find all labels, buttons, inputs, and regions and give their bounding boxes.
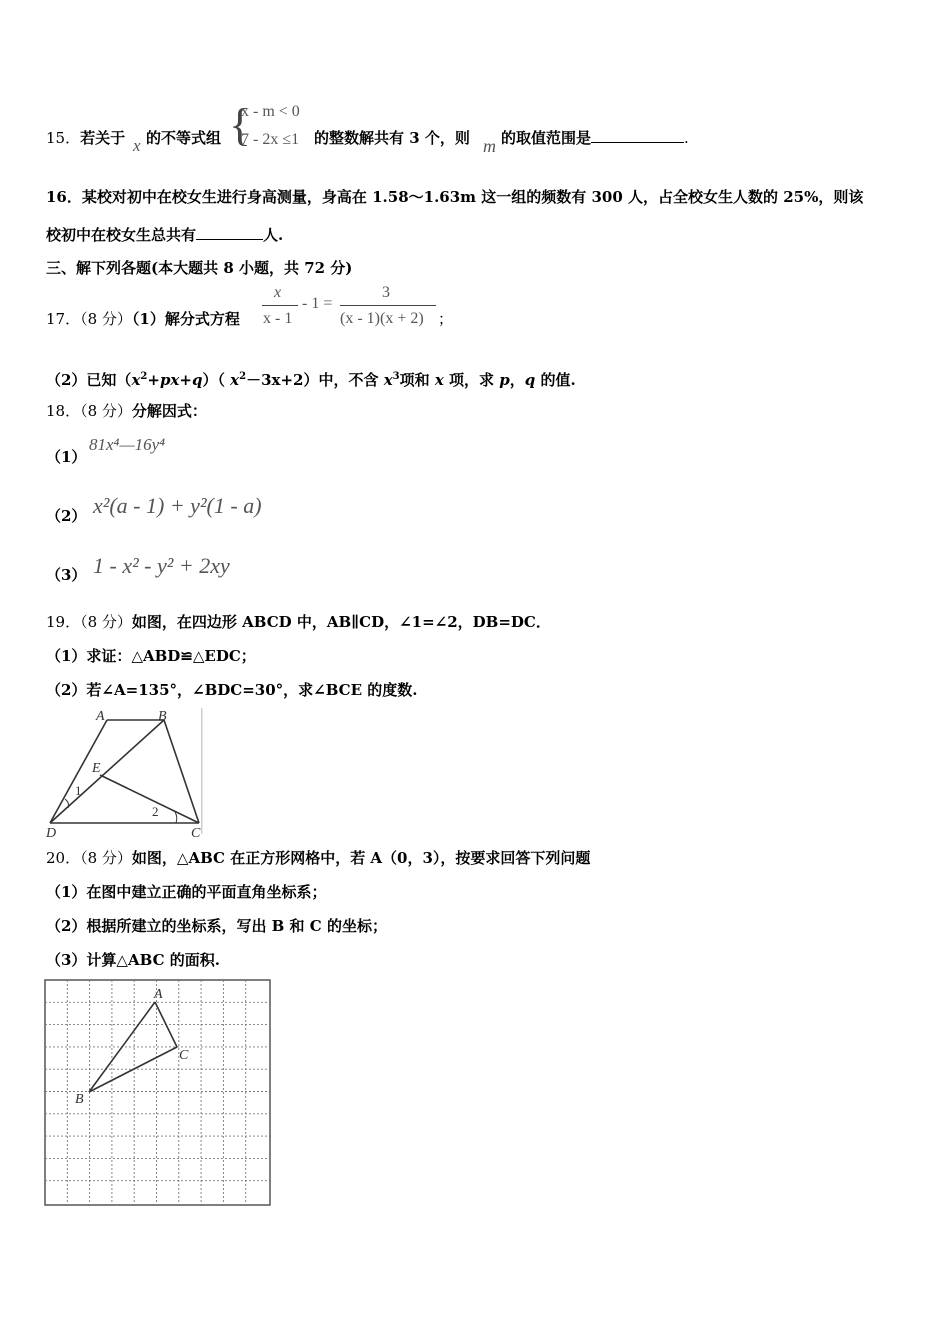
q20-score: （8 分） [80,849,132,867]
q18-p3-expr: 1 - x² - y² + 2xy [93,553,230,578]
q19-figure [44,706,209,840]
q19-segment-ec [100,775,199,823]
q15-end: . [684,129,689,147]
q16-line2-pre: 校初中在校女生总共有 [46,226,197,244]
q17-head [46,309,240,329]
q17-part2-exp2: 2 [239,371,247,382]
q20-head [46,848,590,868]
q18-p2-label: （2） [46,507,87,525]
q18-p1-expr: 81x⁴—16y⁴ [89,435,166,454]
q15-post2: 的取值范围是 [501,129,592,147]
q17-frac2-bar [340,305,436,306]
q19-label-b: B [158,709,167,724]
q15-brace: { [229,99,252,150]
q19-label-angle1: 1 [75,783,82,798]
q17-semicolon: ； [438,310,454,328]
q19-label-d: D [46,826,57,840]
q18-p1-label: （1） [46,448,87,466]
q17-part2-x2: x [230,371,240,389]
q20-number: 20． [46,849,81,867]
q15-post1: 的整数解共有 3 个，则 [314,129,470,147]
q15-mid: 的不等式组 [146,129,222,147]
q15-ineq-2: 7 - 2x ≤1 [241,131,300,148]
q19-label-c: C [191,826,201,840]
q18-number: 18． [46,402,81,420]
q17-part2-text-h: －3x+2）中，不含 [246,371,384,389]
q17-number: 17． [46,310,81,328]
q17-part2 [46,367,576,390]
q17-frac1-bar [262,305,298,306]
q20-part3: （3）计算△ABC 的面积. [46,951,220,969]
q17-frac2-denominator: (x - 1)(x + 2) [340,310,424,327]
q17-part2-text-q: 的值. [535,371,576,389]
q15-var-x: x [133,136,141,155]
q17-part2-exp1: 2 [140,371,148,382]
q15-ineq-1: x - m < 0 [241,103,300,120]
q17-score: （8 分） [80,310,132,328]
q19-head [46,612,551,632]
q20-grid-figure [44,979,272,1207]
q17-part2-text-k: 项和 [399,371,435,389]
q15-number: 15． [46,129,81,147]
q17-part2-p: p [499,371,510,389]
q16-line1: 16．某校对初中在校女生进行身高测量，身高在 1.58～1.63m 这一组的频数有 300 人，占全校女生人数的 25%，则该 [46,188,864,206]
q20-part2: （2）根据所建立的坐标系，写出 B 和 C 的坐标； [46,917,387,935]
q17-part2-exp3: 3 [392,371,400,382]
q17-frac2-numerator: 3 [382,284,390,301]
q19-figure-edge [201,708,203,834]
q17-part2-text-m: 项，求 [443,371,500,389]
q17-part2-text-a: （2）已知（ [46,371,132,389]
q17-part2-x3: x [383,371,393,389]
q19-number: 19． [46,613,81,631]
q15-prefix: 若关于 [80,129,126,147]
q19-segment-bc [164,720,199,823]
q19-label-angle2: 2 [152,804,159,819]
q18-p2-expr: x²(a - 1) + y²(1 - a) [93,493,262,518]
q20-label-b: B [75,1092,84,1107]
q18-head [46,401,207,421]
q19-label-e: E [92,761,101,776]
q17-frac1-numerator: x [274,284,282,301]
q16-line2 [46,225,283,245]
q16-line2-post: 人. [263,226,284,244]
q19-segment-db [50,720,164,823]
q20-label-a: A [154,987,163,1002]
q15-answer-blank[interactable] [591,128,684,143]
q17-part1-label: （1）解分式方程 [131,310,240,328]
q17-minus-one: - 1 = [302,295,333,312]
q19-angle1-arc [65,799,69,808]
q18-title: 分解因式： [131,402,207,420]
q15-tail [501,128,689,148]
q17-part2-q: q [524,371,536,389]
q19-label-a: A [96,709,105,724]
q19-score: （8 分） [80,613,132,631]
section-3-title: 三、解下列各题(本大题共 8 小题，共 72 分) [46,259,353,277]
q17-part2-text-e: ）（ [202,371,231,389]
q16-answer-blank[interactable] [196,225,263,240]
q19-part1: （1）求证：△ABD≌△EDC； [46,647,256,665]
q17-part2-text-d: +px+q [147,371,203,389]
q18-p3-label: （3） [46,566,87,584]
q20-title: 如图，△ABC 在正方形网格中，若 A（0，3），按要求回答下列问题 [131,849,591,867]
q19-part2: （2）若∠A=135°，∠BDC=30°，求∠BCE 的度数. [46,681,418,699]
q18-score: （8 分） [80,402,132,420]
q19-title: 如图，在四边形 ABCD 中，AB∥CD，∠1=∠2，DB=DC． [131,613,551,631]
q15-var-m: m [483,136,496,156]
q17-part2-x1: x [131,371,141,389]
q17-part2-x4: x [434,371,444,389]
q20-part1: （1）在图中建立正确的平面直角坐标系； [46,883,327,901]
q17-frac1-denominator: x - 1 [263,310,293,327]
q20-label-c: C [179,1048,189,1063]
q15-line [46,128,125,148]
q19-angle2-arc [175,812,177,823]
q17-part2-comma: ， [509,371,525,389]
